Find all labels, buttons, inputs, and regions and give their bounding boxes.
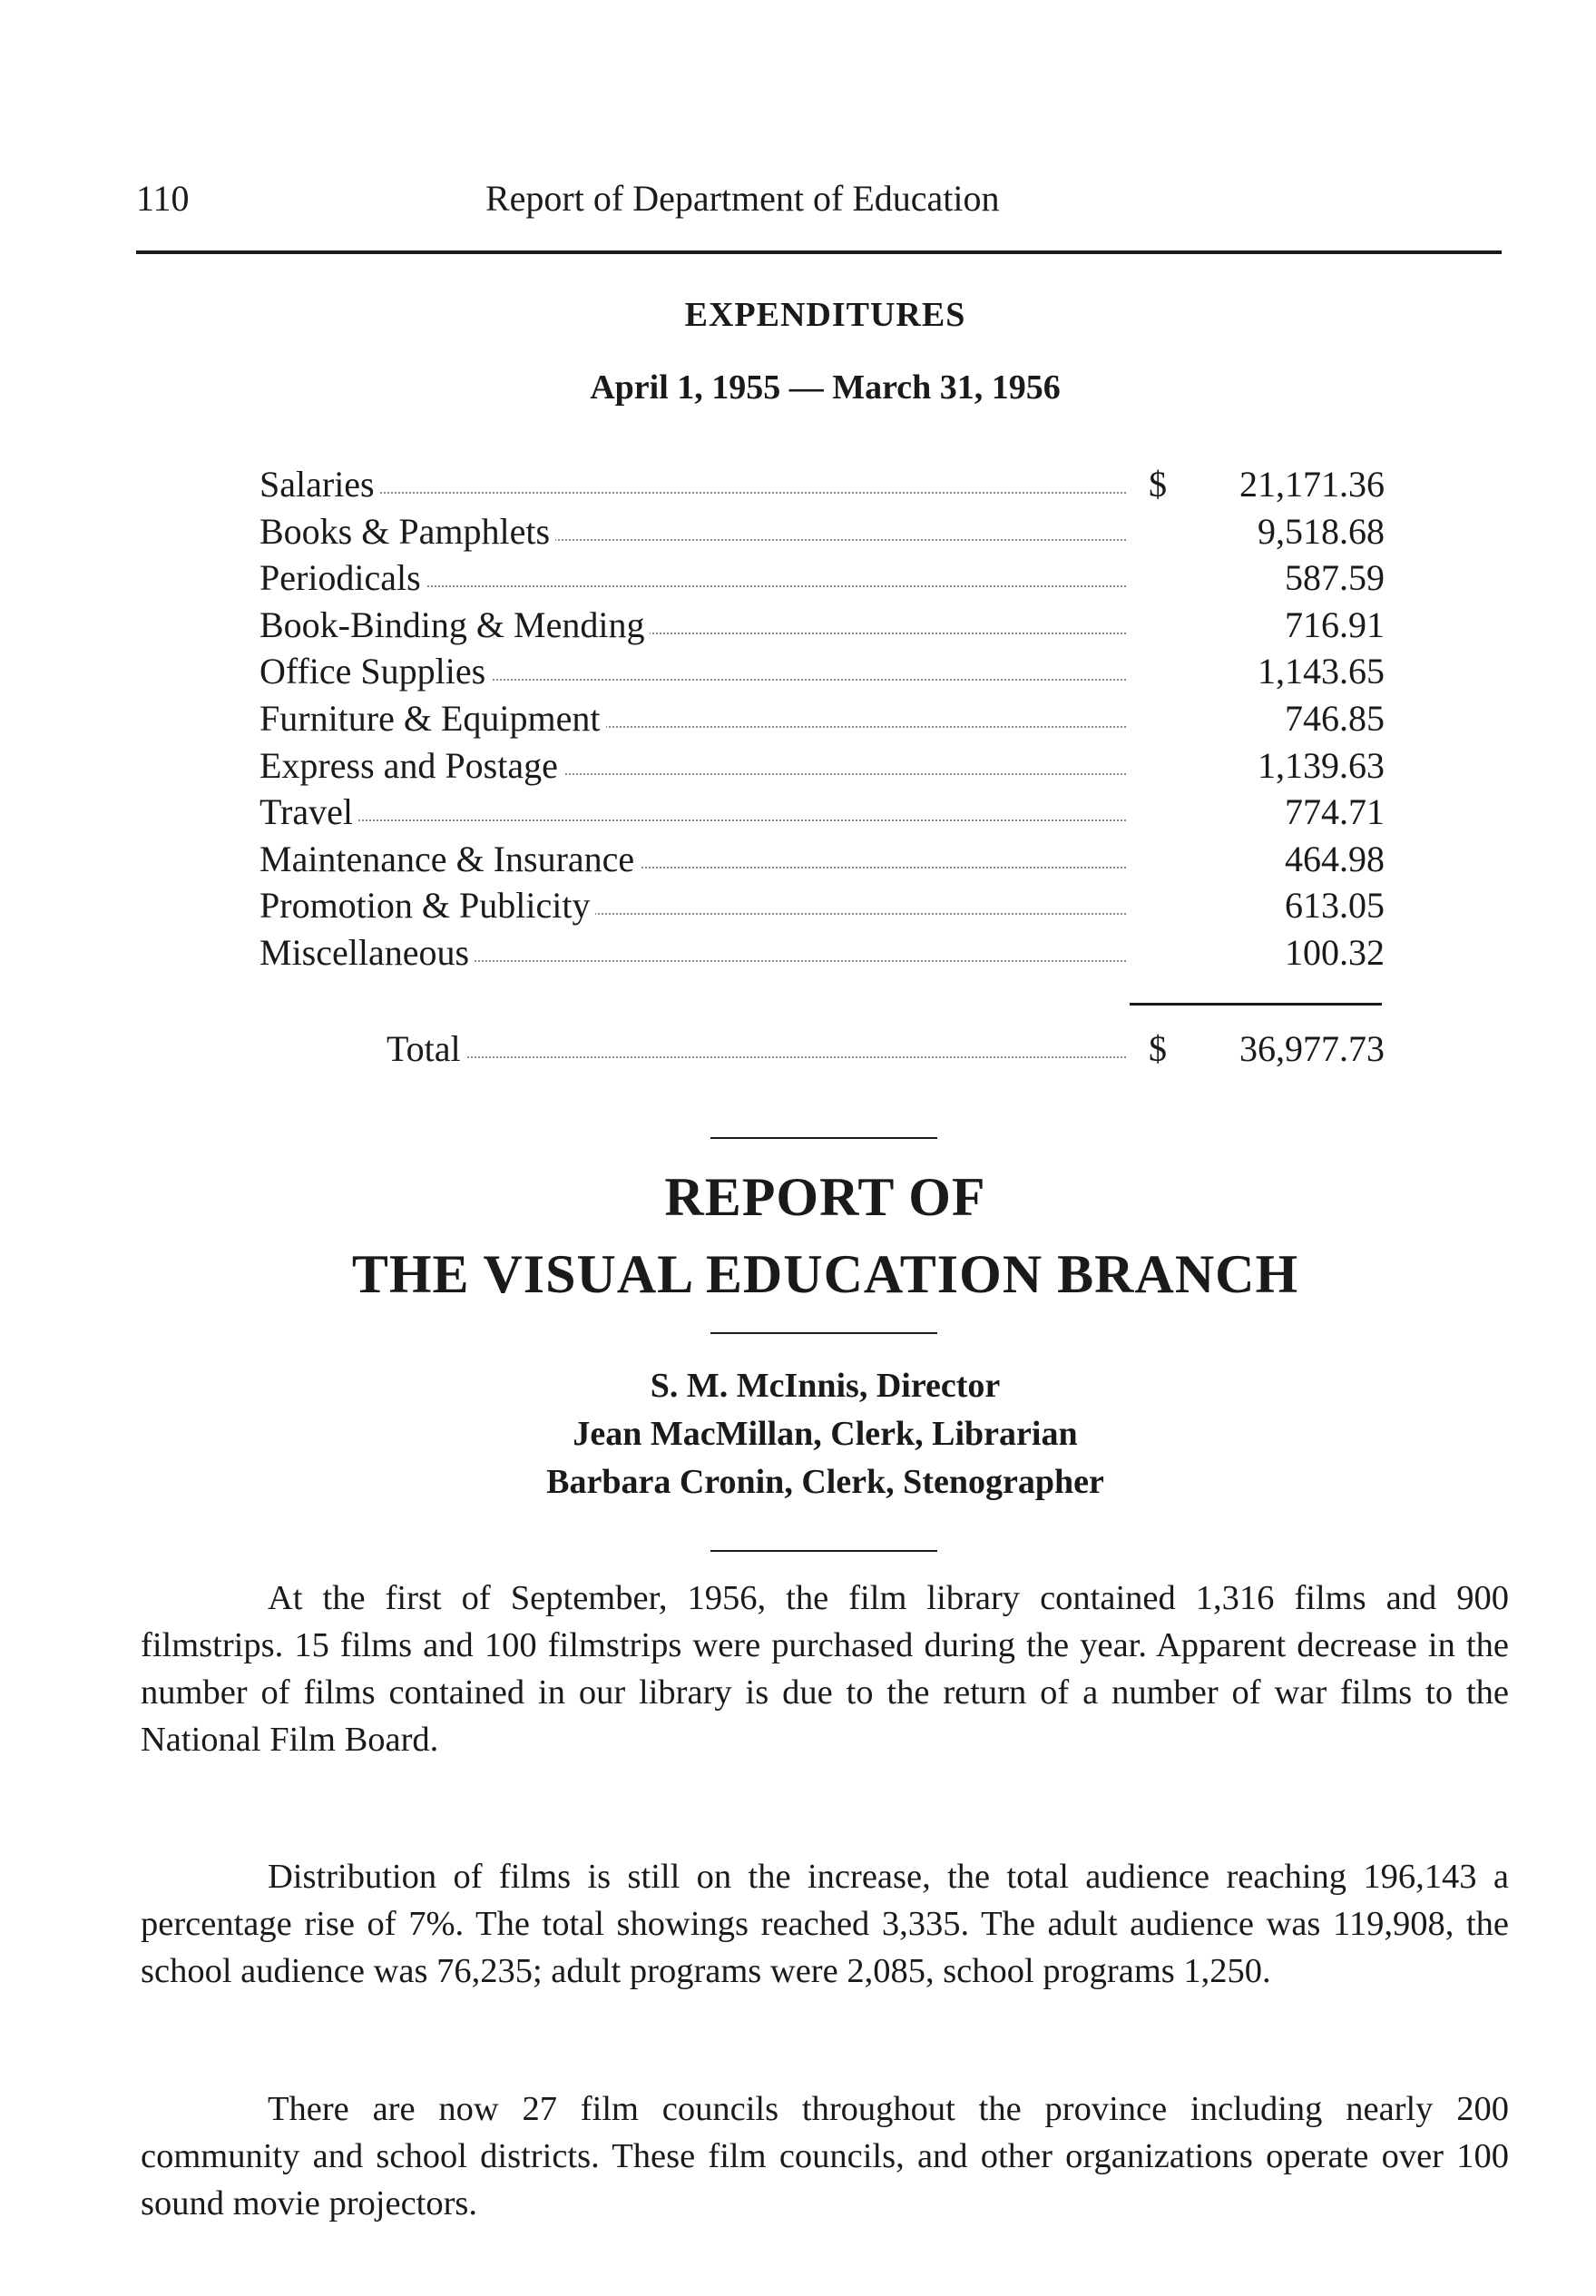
page-header bbox=[136, 177, 1506, 222]
expense-label: Books & Pamphlets bbox=[259, 508, 555, 555]
expense-row bbox=[259, 648, 1385, 695]
expense-label: Book-Binding & Mending bbox=[259, 602, 650, 649]
expense-amount: 746.85 bbox=[1285, 697, 1385, 739]
expenditures-table bbox=[259, 461, 1385, 976]
expense-amount: 100.32 bbox=[1285, 931, 1385, 973]
expense-row bbox=[259, 461, 1385, 508]
expense-amount: 464.98 bbox=[1285, 838, 1385, 879]
expense-row bbox=[259, 882, 1385, 929]
expense-label: Furniture & Equipment bbox=[259, 695, 606, 742]
expense-row bbox=[259, 554, 1385, 602]
paragraph-distribution: Distribution of films is still on the increase, the total audience reaching 196,143 a percentage rise of 7%. The total showings reached 3,335. The adult audience was 119,908, the school audience was 76,235; adult programs were 2,085, school programs 1,250. bbox=[141, 1858, 1509, 1990]
expense-amount: 9,518.68 bbox=[1258, 510, 1385, 552]
expense-amount: 613.05 bbox=[1285, 885, 1385, 927]
total-rule bbox=[1130, 1003, 1382, 1006]
expense-amount: 21,171.36 bbox=[1239, 464, 1385, 505]
staff-director: S. M. McInnis, Director bbox=[650, 1367, 1001, 1405]
expense-amount: 587.59 bbox=[1285, 557, 1385, 599]
report-title-line1: REPORT OF bbox=[664, 1167, 986, 1227]
dollar-sign: $ bbox=[1149, 1028, 1167, 1069]
expense-row bbox=[259, 929, 1385, 976]
paragraph-film-councils: There are now 27 film councils throughout the province including nearly 200 community and school districts. These film councils, and other organizations operate over 100 sound movie projectors. bbox=[141, 2090, 1509, 2222]
running-title: Report of Department of Education bbox=[485, 178, 1000, 219]
expense-row bbox=[259, 789, 1385, 836]
leader-dots bbox=[387, 1056, 1126, 1058]
paragraph-film-library: At the first of September, 1956, the film library contained 1,316 films and 900 filmstrips. 15 films and 100 filmstrips were purchased during the year. Apparent decrease in the number of films contained in our library is due to the return of a number of war films to the National Film Board. bbox=[141, 1579, 1509, 1759]
section-divider bbox=[710, 1332, 937, 1334]
expense-amount: 1,139.63 bbox=[1258, 744, 1385, 786]
expense-row bbox=[259, 742, 1385, 790]
expense-row bbox=[259, 695, 1385, 742]
page-number: 110 bbox=[136, 178, 190, 219]
expense-amount: 774.71 bbox=[1285, 791, 1385, 833]
expense-amount: 1,143.65 bbox=[1258, 651, 1385, 692]
expense-label: Express and Postage bbox=[259, 742, 563, 790]
expense-label: Promotion & Publicity bbox=[259, 882, 595, 929]
leader-dots bbox=[259, 492, 1126, 494]
header-rule bbox=[136, 250, 1502, 254]
total-label: Total bbox=[387, 1025, 466, 1073]
expense-label: Office Supplies bbox=[259, 648, 491, 695]
expense-row bbox=[259, 602, 1385, 649]
expenditures-title: EXPENDITURES bbox=[684, 296, 966, 334]
expense-label: Travel bbox=[259, 789, 358, 836]
expense-row bbox=[259, 836, 1385, 883]
report-title-line2: THE VISUAL EDUCATION BRANCH bbox=[351, 1244, 1299, 1304]
dollar-sign: $ bbox=[1149, 464, 1167, 505]
expense-label: Salaries bbox=[259, 461, 380, 508]
expense-row bbox=[259, 508, 1385, 555]
expense-amount: 716.91 bbox=[1285, 603, 1385, 645]
staff-stenographer: Barbara Cronin, Clerk, Stenographer bbox=[546, 1463, 1104, 1501]
leader-dots bbox=[259, 819, 1126, 821]
section-divider bbox=[710, 1550, 937, 1552]
expense-label: Maintenance & Insurance bbox=[259, 836, 640, 883]
expense-label: Miscellaneous bbox=[259, 929, 475, 976]
expenditures-period: April 1, 1955 — March 31, 1956 bbox=[590, 368, 1061, 407]
staff-librarian: Jean MacMillan, Clerk, Librarian bbox=[573, 1415, 1078, 1453]
section-divider bbox=[710, 1137, 937, 1139]
total-amount: 36,977.73 bbox=[1239, 1028, 1385, 1069]
expense-label: Periodicals bbox=[259, 554, 426, 602]
total-row bbox=[259, 1025, 1385, 1073]
